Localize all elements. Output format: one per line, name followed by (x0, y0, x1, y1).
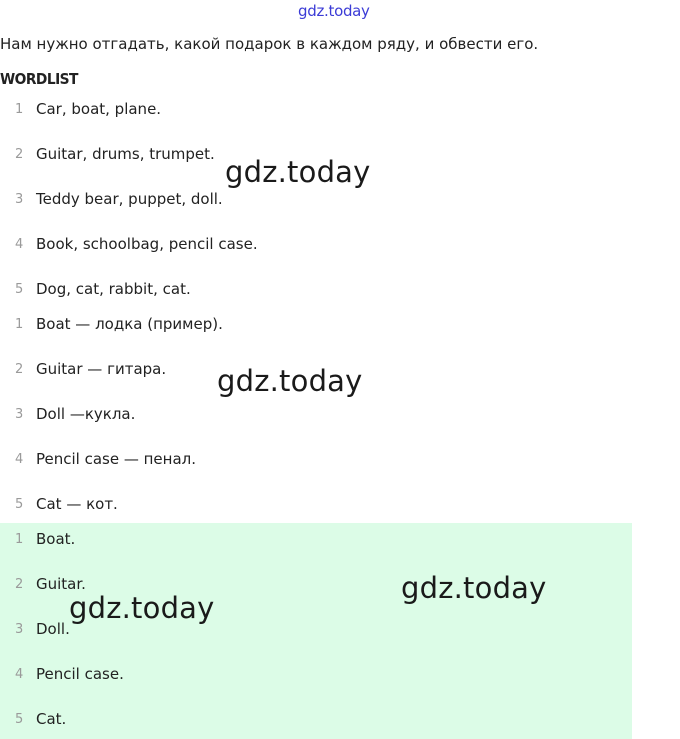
item-text: Boat. (36, 530, 76, 548)
item-text: Book, schoolbag, pencil case. (36, 235, 258, 253)
list-item (0, 234, 632, 258)
item-text: Doll —кукла. (36, 405, 136, 423)
item-number: 5 (15, 282, 24, 297)
item-number: 3 (15, 622, 24, 637)
item-number: 4 (15, 667, 24, 682)
watermark: gdz.today (217, 364, 363, 398)
list-item (0, 189, 632, 213)
item-text: Pencil case. (36, 665, 124, 683)
list-item (0, 314, 632, 338)
wordlist-block (0, 99, 632, 309)
item-number: 5 (15, 497, 24, 512)
item-number: 3 (15, 407, 24, 422)
list-item (0, 449, 632, 473)
item-text: Doll. (36, 620, 70, 638)
list-item (0, 279, 632, 303)
item-text: Guitar. (36, 575, 86, 593)
item-number: 5 (15, 712, 24, 727)
item-text: Dog, cat, rabbit, cat. (36, 280, 191, 298)
item-number: 2 (15, 362, 24, 377)
watermark: gdz.today (69, 591, 215, 625)
item-number: 2 (15, 577, 24, 592)
list-item (0, 529, 632, 553)
item-text: Guitar — гитара. (36, 360, 167, 378)
item-text: Pencil case — пенал. (36, 450, 197, 468)
item-text: Guitar, drums, trumpet. (36, 145, 215, 163)
item-number: 2 (15, 147, 24, 162)
list-item (0, 404, 632, 428)
list-item (0, 664, 632, 688)
intro-text: Нам нужно отгадать, какой подарок в каждом ряду, и обвести его. (0, 35, 539, 53)
watermark: gdz.today (225, 155, 371, 189)
watermark: gdz.today (401, 571, 547, 605)
list-item (0, 709, 632, 733)
item-number: 1 (15, 317, 24, 332)
item-number: 3 (15, 192, 24, 207)
translations-block (0, 314, 632, 524)
item-text: Car, boat, plane. (36, 100, 162, 118)
item-number: 4 (15, 237, 24, 252)
item-number: 1 (15, 102, 24, 117)
answers-block (0, 523, 632, 739)
item-text: Teddy bear, puppet, doll. (36, 190, 223, 208)
top-watermark: gdz.today (298, 2, 370, 20)
item-text: Boat — лодка (пример). (36, 315, 223, 333)
item-text: Cat — кот. (36, 495, 118, 513)
wordlist-heading: WORDLIST (0, 70, 78, 88)
list-item (0, 494, 632, 518)
item-number: 1 (15, 532, 24, 547)
item-text: Cat. (36, 710, 67, 728)
item-number: 4 (15, 452, 24, 467)
list-item (0, 99, 632, 123)
